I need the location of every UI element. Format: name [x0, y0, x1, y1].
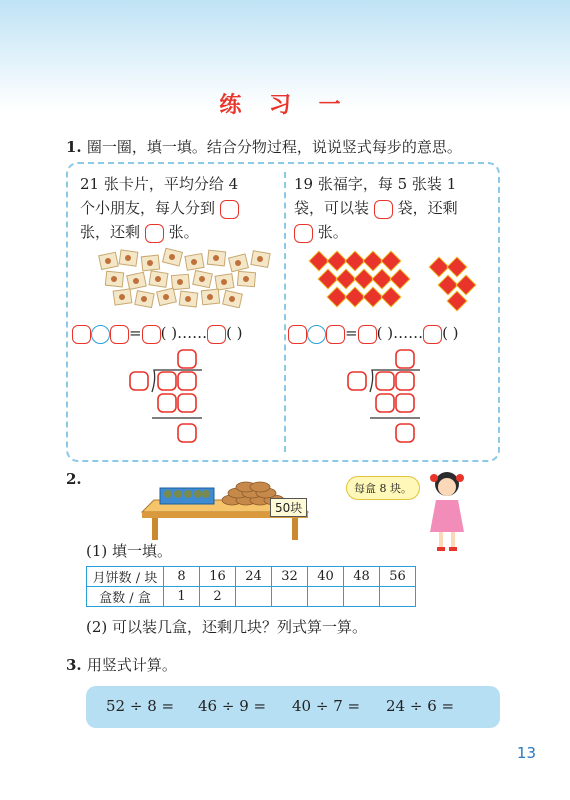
left-line-1: 21 张卡片，平均分给 4: [80, 175, 239, 193]
q1-number: 1.: [66, 138, 82, 156]
table-cell: 40: [308, 567, 344, 587]
table-cell-blank[interactable]: [308, 587, 344, 607]
panel-divider: [284, 172, 286, 452]
answer-box-bags[interactable]: [374, 200, 393, 219]
eq-box[interactable]: [142, 325, 161, 344]
table-cell: 48: [344, 567, 380, 587]
eq-dots: ……: [393, 324, 424, 342]
eq-paren: ( ): [226, 324, 243, 342]
eq-equals: =: [129, 324, 142, 342]
right-line-1: 19 张福字，每 5 张装 1: [294, 175, 457, 193]
q1-instruction: 圈一圈，填一填。结合分物过程，说说竖式每步的意思。: [86, 138, 462, 156]
eq-box[interactable]: [326, 325, 345, 344]
fu-characters-illustration: [304, 250, 484, 312]
table-cell: 2: [200, 587, 236, 607]
right-line-3b: 张。: [317, 223, 348, 241]
table-cell: 32: [272, 567, 308, 587]
right-line-2b: 袋，还剩: [397, 199, 458, 217]
mooncake-count-tag: 50块: [270, 498, 307, 517]
table-cell: 1: [164, 587, 200, 607]
q2-sub2: (2) 可以装几盒，还剩几块？列式算一算。: [86, 618, 368, 636]
q2-sub1: (1) 填一填。: [86, 542, 173, 560]
table-cell: 24: [236, 567, 272, 587]
right-line-2a: 袋，可以装: [294, 199, 370, 217]
calculation-bar: [86, 686, 500, 728]
table-cell: 56: [380, 567, 416, 587]
table-cell-blank[interactable]: [236, 587, 272, 607]
speech-bubble: 每盒 8 块。: [346, 476, 420, 500]
eq-paren: ( ): [442, 324, 459, 342]
eq-operator-circle[interactable]: [307, 325, 326, 344]
left-line-3a: 张，还剩: [80, 223, 141, 241]
table-head: 月饼数 / 块: [87, 567, 164, 587]
page-number: 13: [516, 744, 536, 762]
table-row: [87, 567, 416, 587]
left-long-division: [128, 348, 208, 448]
table-cell-blank[interactable]: [272, 587, 308, 607]
eq-box[interactable]: [358, 325, 377, 344]
eq-equals: =: [345, 324, 358, 342]
right-equation: [288, 324, 459, 344]
q2-number: 2.: [66, 470, 82, 488]
eq-box[interactable]: [207, 325, 226, 344]
table-cell: 16: [200, 567, 236, 587]
q1-panel: [66, 162, 500, 462]
q1-right-text: [294, 172, 489, 244]
table-cell-blank[interactable]: [344, 587, 380, 607]
left-equation: [72, 324, 243, 344]
q3-instruction: 用竖式计算。: [86, 656, 177, 674]
q1-heading: [66, 136, 462, 157]
answer-box-left[interactable]: [294, 224, 313, 243]
table-cell-blank[interactable]: [380, 587, 416, 607]
division-problem: 40 ÷ 7 =: [292, 697, 361, 715]
answer-box-remain[interactable]: [145, 224, 164, 243]
q3-number: 3.: [66, 656, 82, 674]
cards-illustration: [96, 248, 276, 308]
eq-box[interactable]: [288, 325, 307, 344]
eq-box[interactable]: [423, 325, 442, 344]
left-line-2: 个小朋友，每人分到: [80, 199, 216, 217]
eq-paren: ( ): [160, 324, 178, 342]
page-title: 练 习 一: [219, 93, 351, 118]
eq-box[interactable]: [72, 325, 91, 344]
division-problem: 24 ÷ 6 =: [386, 697, 455, 715]
table-row: [87, 587, 416, 607]
q1-left-text: [80, 172, 275, 244]
eq-operator-circle[interactable]: [91, 325, 110, 344]
table-head: 盒数 / 盒: [87, 587, 164, 607]
girl-illustration: [424, 470, 470, 554]
division-problem: 46 ÷ 9 =: [198, 697, 267, 715]
division-problem: 52 ÷ 8 =: [106, 697, 175, 715]
eq-dots: ……: [177, 324, 208, 342]
eq-paren: ( ): [376, 324, 394, 342]
right-long-division: [346, 348, 426, 448]
mooncake-table: [86, 566, 416, 607]
answer-box-each[interactable]: [220, 200, 239, 219]
eq-box[interactable]: [110, 325, 129, 344]
left-line-3b: 张。: [168, 223, 199, 241]
q3-heading: [66, 654, 177, 675]
table-cell: 8: [164, 567, 200, 587]
